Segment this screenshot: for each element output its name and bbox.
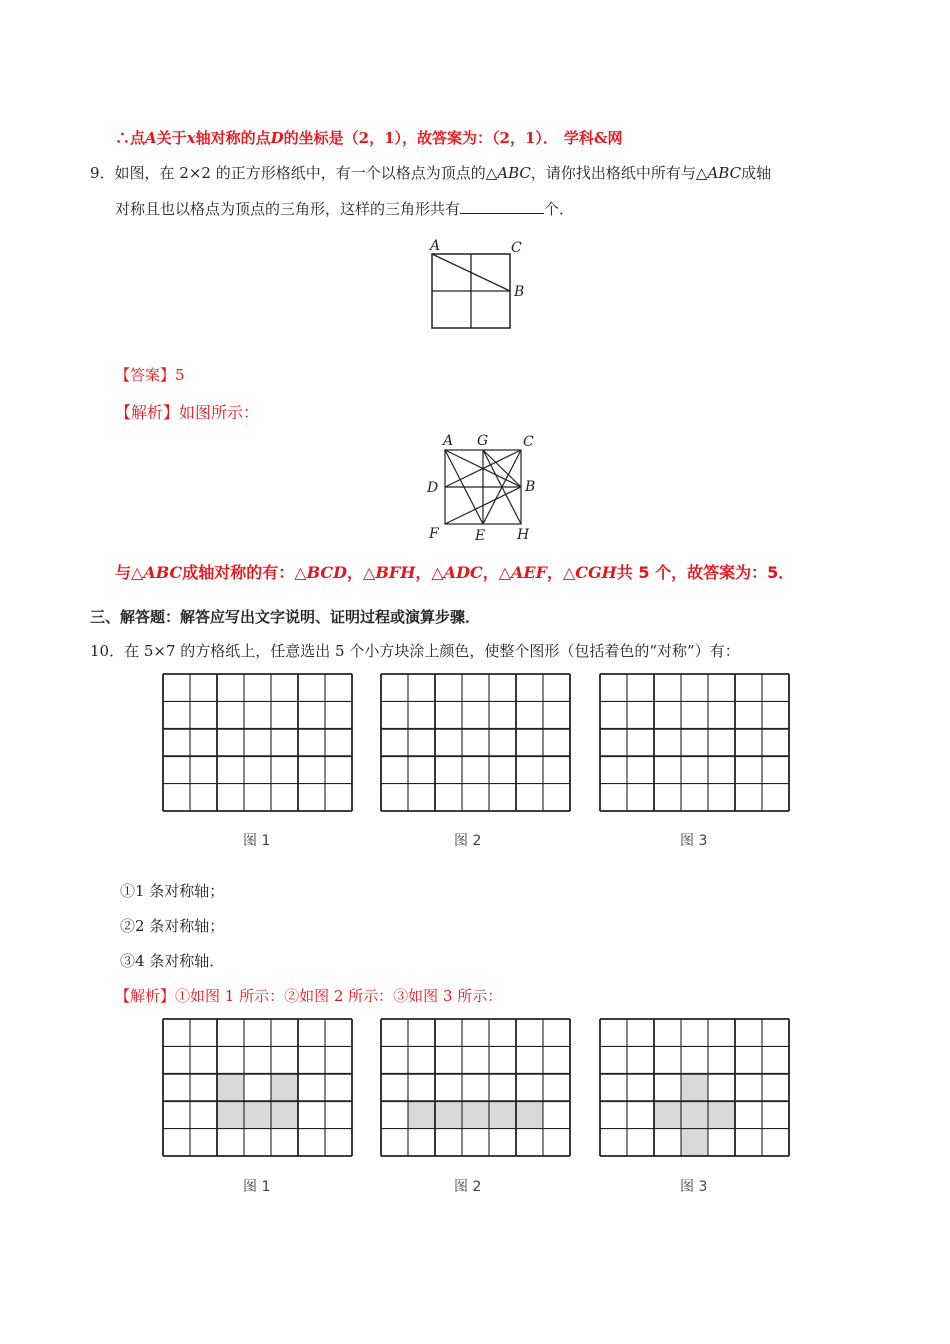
shaded-cell	[681, 1129, 708, 1156]
q10-number: 10．	[90, 642, 125, 660]
q8-mid1: 关于	[156, 129, 187, 147]
q10-answer-caption-2: 图 2	[454, 1179, 482, 1195]
q9-line2-a: 对称且也以格点为顶点的三角形，这样的三角形共有	[115, 200, 461, 218]
conclusion-b: 成轴对称的有：△	[182, 563, 307, 582]
sol-label-f: F	[429, 526, 439, 542]
sol-label-e: E	[475, 528, 486, 544]
sol-label-b: B	[525, 479, 536, 495]
q9-solution-figure	[425, 432, 545, 547]
q9-line1	[90, 162, 771, 183]
q9-abc1: ABC	[497, 164, 531, 182]
q8-axis-x: x	[186, 129, 196, 147]
q8-mid3: 的坐标是（2，1），故答案为：（2，1）．	[283, 129, 558, 147]
triangle-adc: ADC	[443, 563, 483, 582]
q9-conclusion	[115, 560, 794, 583]
q10-caption-2: 图 2	[454, 833, 482, 849]
conclusion-a: 与△	[115, 563, 144, 582]
section3-heading: 三、解答题：解答应写出文字说明、证明过程或演算步骤．	[90, 608, 481, 626]
shaded-cell	[462, 1101, 489, 1128]
sep-1: ，△	[347, 563, 376, 582]
sep-4: ，△	[546, 563, 576, 582]
conclusion-c: 共 5 个，故答案为：5．	[616, 563, 795, 582]
q10-grid-1	[162, 673, 353, 812]
sep-3: ，△	[482, 563, 511, 582]
shaded-cell	[516, 1101, 543, 1128]
q10-answer-caption-1: 图 1	[243, 1179, 271, 1195]
shaded-cell	[681, 1101, 708, 1128]
shaded-cell	[217, 1101, 244, 1128]
q10-item-2: ②2 条对称轴；	[120, 917, 225, 935]
q9-abc2: ABC	[707, 164, 742, 182]
q10-grid-2	[380, 673, 571, 812]
q9-line2	[115, 198, 574, 219]
q10-caption-3: 图 3	[680, 833, 708, 849]
q10-item-1: ①1 条对称轴；	[120, 882, 225, 900]
sep-2: ，△	[415, 563, 444, 582]
sol-label-c: C	[523, 434, 534, 450]
q10-item-3: ③4 条对称轴．	[120, 952, 225, 970]
q8-watermark: 学科&网	[563, 129, 623, 147]
sol-label-a: A	[443, 433, 454, 449]
q9-label-a: A	[430, 238, 441, 254]
triangle-cgh: CGH	[575, 563, 617, 582]
q10-answer-grid-3	[599, 1018, 790, 1157]
shaded-cell	[681, 1074, 708, 1101]
q10-analysis-label: 【解析】	[115, 987, 176, 1005]
triangle-aef: AEF	[511, 563, 547, 582]
q9-line2-b: 个．	[544, 200, 575, 218]
sol-line-gb	[483, 450, 521, 487]
shaded-cell	[708, 1101, 735, 1128]
q10-caption-1: 图 1	[243, 833, 271, 849]
analysis-text: 如图所示：	[179, 403, 260, 422]
q10-answer-grid-2	[380, 1018, 571, 1157]
shaded-cell	[271, 1074, 298, 1101]
triangle-bfh: BFH	[375, 563, 416, 582]
answer-value: 5	[175, 366, 185, 384]
shaded-cell	[244, 1101, 271, 1128]
q8-mid2: 轴对称的点	[195, 129, 271, 147]
q10-answer-caption-3: 图 3	[680, 1179, 708, 1195]
answer-label: 【答案】	[115, 366, 176, 384]
q8-point-d: D	[270, 129, 284, 147]
answer-blank[interactable]	[460, 199, 544, 214]
q10-text: 在 5×7 的方格纸上，任意选出 5 个小方块涂上颜色，使整个图形（包括着色的“对称”）有：	[124, 642, 740, 660]
shaded-cell	[435, 1101, 462, 1128]
q9-answer	[115, 364, 185, 385]
q9-label-b: B	[514, 284, 525, 300]
q9-label-c: C	[511, 240, 522, 256]
shaded-cell	[408, 1101, 435, 1128]
q10-analysis-text: ①如图 1 所示：②如图 2 所示：③如图 3 所示：	[175, 987, 503, 1005]
q10-question	[90, 640, 740, 661]
conclusion-abc: ABC	[143, 563, 183, 582]
sol-label-h: H	[517, 527, 530, 543]
shaded-cell	[489, 1101, 516, 1128]
q9-figure	[430, 236, 530, 336]
sol-label-d: D	[427, 480, 439, 496]
q8-point-a: A	[145, 129, 157, 147]
q10-analysis	[115, 985, 502, 1006]
q9-analysis	[115, 400, 259, 423]
triangle-bcd: BCD	[306, 563, 348, 582]
q10-grid-3	[599, 673, 790, 812]
shaded-cell	[654, 1101, 681, 1128]
q9-line1-c: 成轴	[741, 164, 772, 182]
analysis-label: 【解析】	[115, 403, 180, 422]
q9-line1-b: ，请你找出格纸中所有与△	[530, 164, 708, 182]
q10-answer-grid-1	[162, 1018, 353, 1157]
shaded-cell	[217, 1074, 244, 1101]
q9-line1-a: 如图，在 2×2 的正方形格纸中，有一个以格点为顶点的△	[114, 164, 498, 182]
shaded-cell	[271, 1101, 298, 1128]
q8-conclusion	[115, 127, 622, 148]
q8-prefix: ∴点	[115, 129, 146, 147]
sol-label-g: G	[477, 433, 489, 449]
q9-number: 9．	[90, 164, 115, 182]
